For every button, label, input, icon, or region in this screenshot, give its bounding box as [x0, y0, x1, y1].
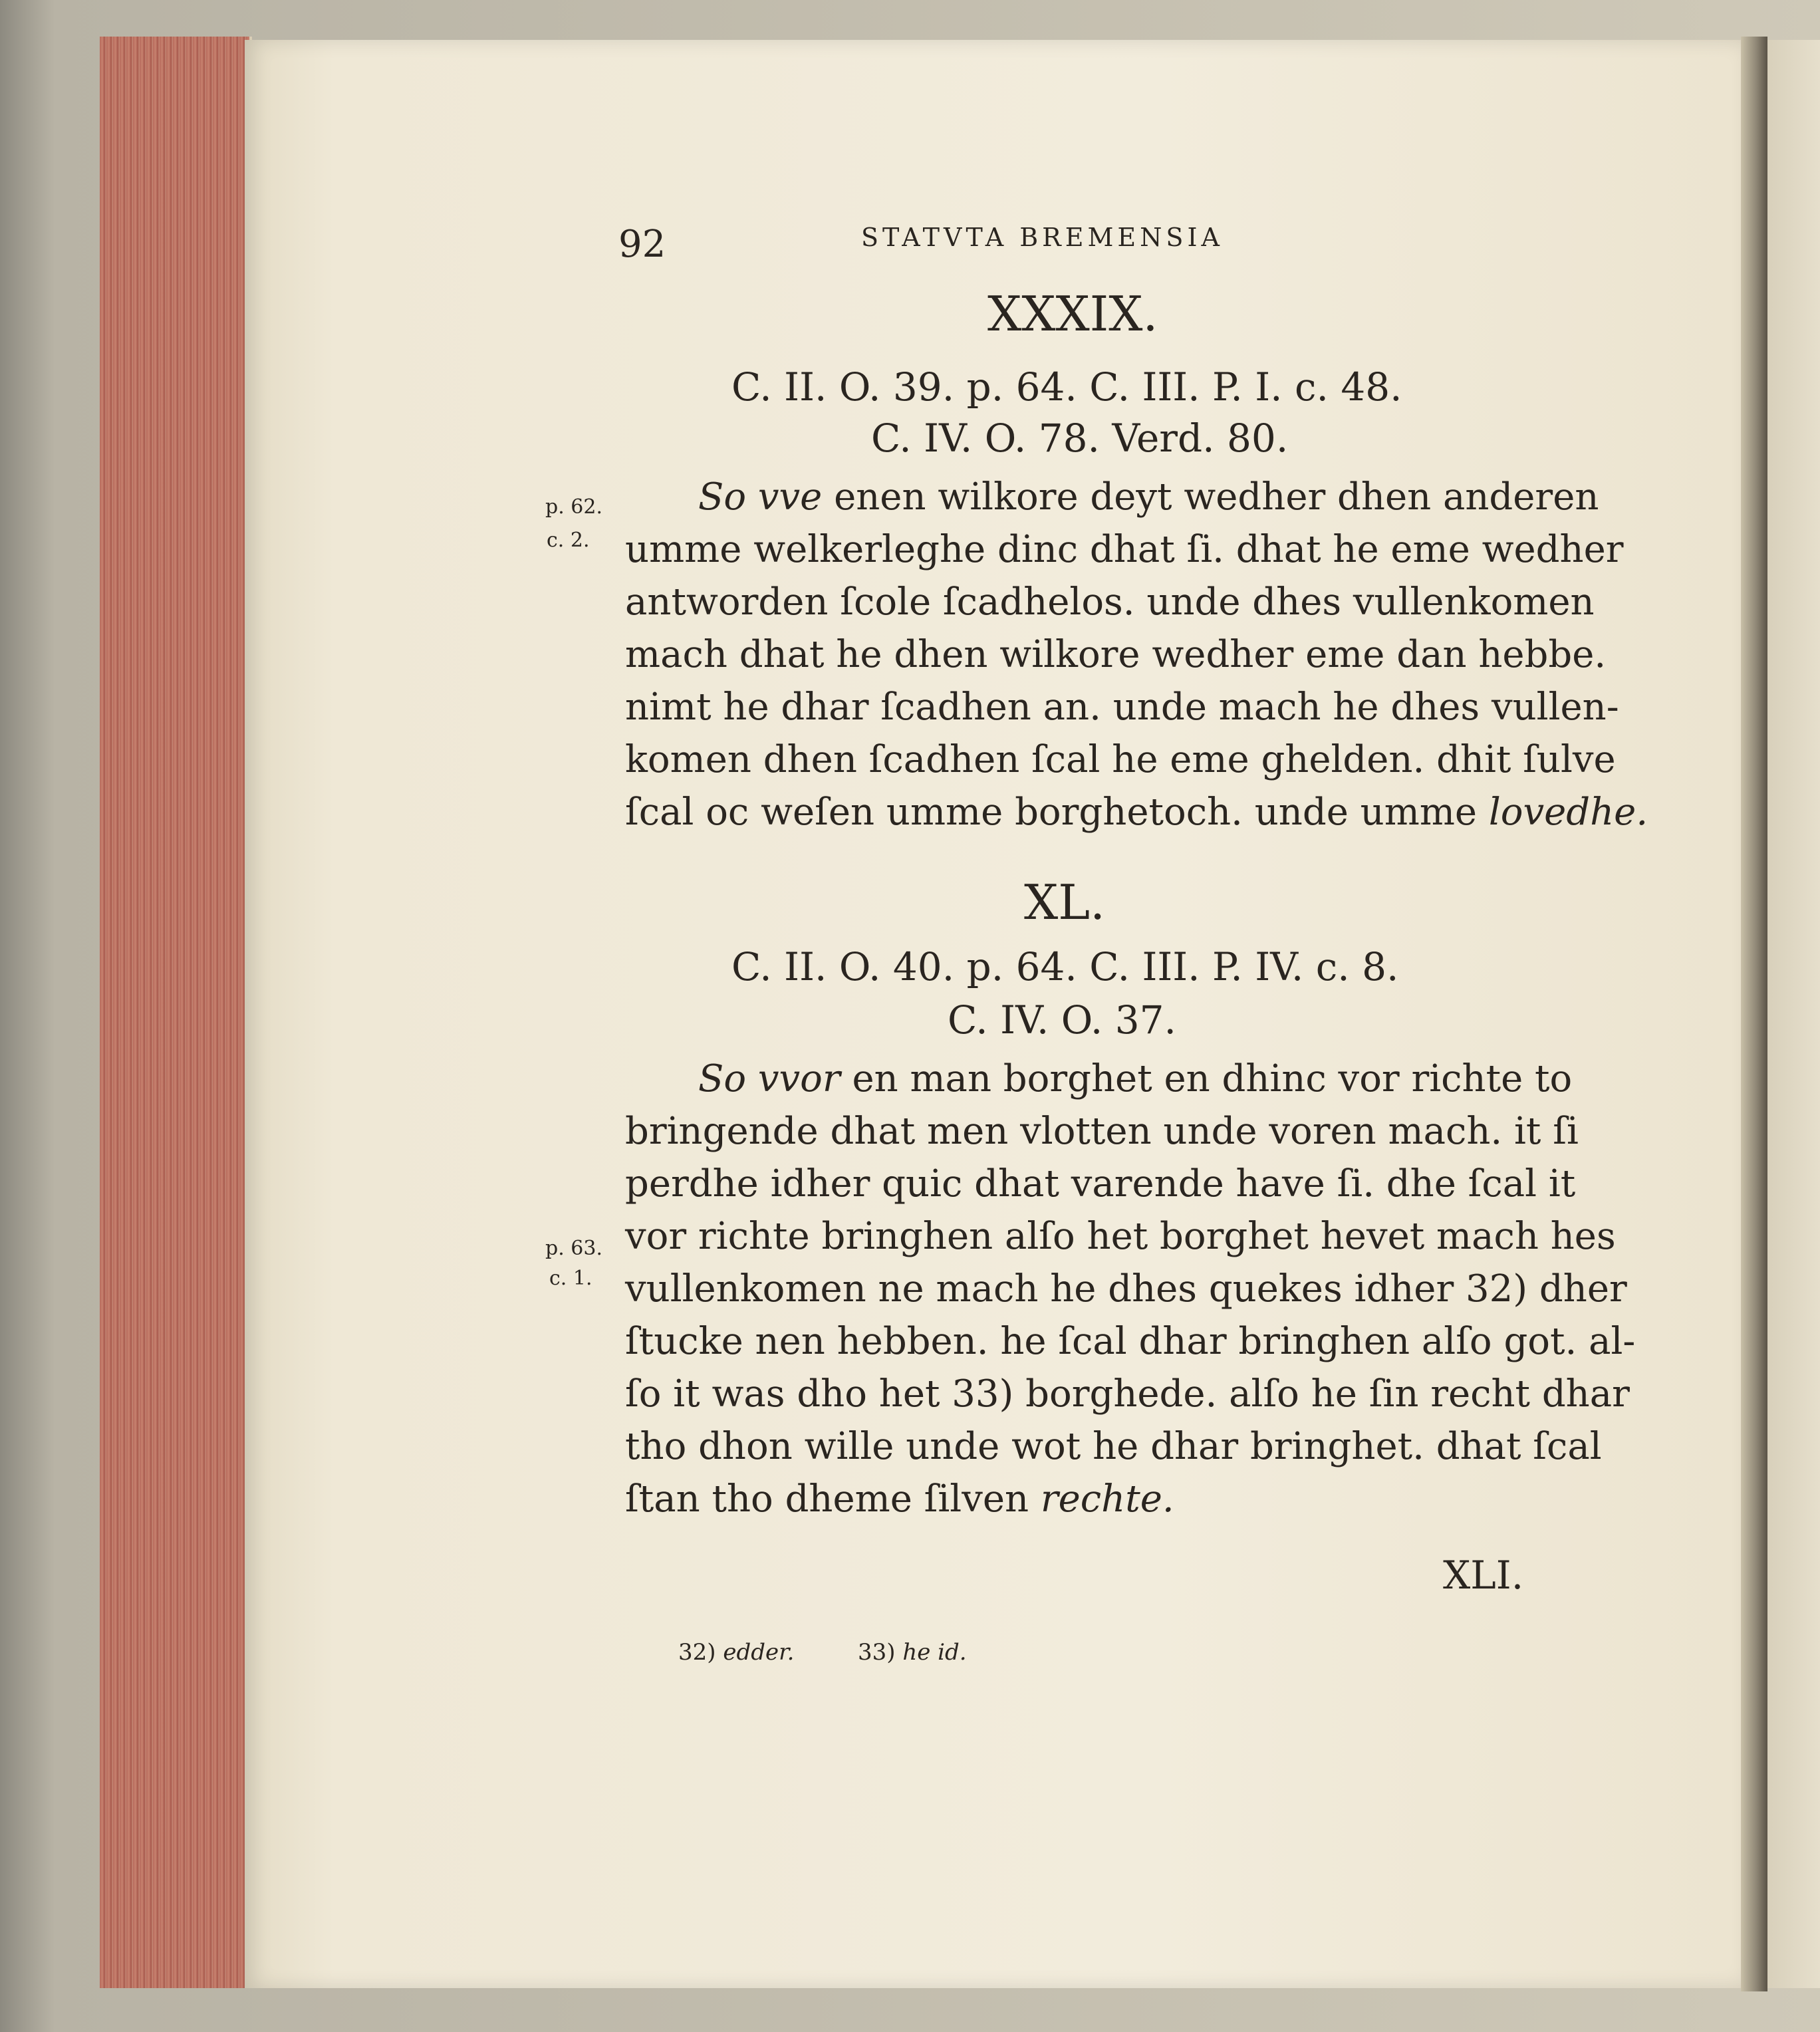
page-edges: [100, 37, 252, 1988]
line-text: ſo it was dho het 33) borghede. alſo he ſin recht dhar: [625, 1372, 1630, 1416]
line-text: nimt he dhar ſcadhen an. unde mach he dhes vullen-: [625, 686, 1619, 729]
page-number: 92: [618, 223, 666, 266]
text-line: [625, 1372, 1630, 1416]
catchword: XLI.: [1443, 1553, 1524, 1598]
text-line: [698, 475, 1599, 519]
line-text: bringende dhat men vlotten unde voren mach. it ſi: [625, 1110, 1579, 1153]
section-40-ref-2: C. IV. O. 37.: [948, 997, 1176, 1043]
section-40-numeral: XL.: [1024, 874, 1105, 930]
line-text: mach dhat he dhen wilkore wedher eme dan hebbe.: [625, 633, 1607, 676]
text-line: [625, 1162, 1575, 1206]
margin-note-p62: p. 62.: [545, 495, 602, 519]
margin-note-c1: c. 1.: [549, 1267, 592, 1290]
text-line: [625, 1320, 1635, 1363]
line-text: umme welkerleghe dinc dhat ſi. dhat he eme wedher: [625, 528, 1624, 571]
text-line: [625, 1477, 1174, 1521]
line-text: ſtucke nen hebben. he ſcal dhar bringhen alſo got. al-: [625, 1320, 1636, 1363]
text-line: [625, 791, 1648, 834]
margin-note-c2: c. 2.: [547, 529, 590, 552]
text-line: [698, 1057, 1572, 1100]
line-text: ſtan tho dheme ſilven: [625, 1477, 1041, 1521]
footnote-33: [858, 1639, 967, 1666]
footnote-number: 33): [858, 1639, 896, 1666]
text-line: [625, 580, 1595, 624]
footnote-number: 32): [678, 1639, 716, 1666]
footnote-text: he id.: [902, 1639, 967, 1666]
book-gutter: [1741, 37, 1767, 1991]
line-text: vullenkomen ne mach he dhes quekes idher 32) dher: [625, 1267, 1627, 1311]
line-text: en man borghet en dhinc vor richte to: [840, 1057, 1573, 1100]
running-title: STATVTA BREMENSIA: [861, 223, 1224, 252]
text-line: [625, 1267, 1627, 1311]
text-line: [625, 528, 1623, 571]
section-39-ref-1: C. II. O. 39. p. 64. C. III. P. I. c. 48.: [731, 364, 1402, 410]
footnote-32: [678, 1639, 794, 1666]
line-text: enen wilkore deyt wedher dhen anderen: [822, 475, 1599, 519]
text-line: [625, 633, 1606, 676]
line-text: ſcal oc weſen umme borghetoch. unde umme: [625, 791, 1489, 834]
incipit-italic: So vvor: [698, 1057, 841, 1100]
section-39-ref-2: C. IV. O. 78. Verd. 80.: [871, 416, 1289, 461]
facing-page-edge: [1767, 40, 1820, 1988]
line-text: komen dhen ſcadhen ſcal he eme ghelden. dhit ſulve: [625, 738, 1616, 781]
text-line: [625, 1110, 1579, 1153]
margin-note-p63: p. 63.: [545, 1237, 602, 1260]
closing-italic: lovedhe.: [1488, 791, 1648, 834]
text-line: [625, 1215, 1616, 1258]
incipit-italic: So vve: [698, 475, 823, 519]
section-40-ref-1: C. II. O. 40. p. 64. C. III. P. IV. c. 8.: [731, 944, 1399, 989]
section-39-numeral: XXXIX.: [987, 286, 1158, 342]
text-line: [625, 738, 1616, 781]
text-line: [625, 1425, 1602, 1468]
text-line: [625, 686, 1619, 729]
closing-italic: rechte.: [1040, 1477, 1174, 1521]
footnote-text: edder.: [723, 1639, 795, 1666]
line-text: vor richte bringhen alſo het borghet hevet mach hes: [625, 1215, 1616, 1258]
line-text: tho dhon wille unde wot he dhar bringhet. dhat ſcal: [625, 1425, 1602, 1468]
line-text: perdhe idher quic dhat varende have ſi. dhe ſcal it: [625, 1162, 1576, 1206]
line-text: antworden ſcole ſcadhelos. unde dhes vullenkomen: [625, 580, 1595, 624]
